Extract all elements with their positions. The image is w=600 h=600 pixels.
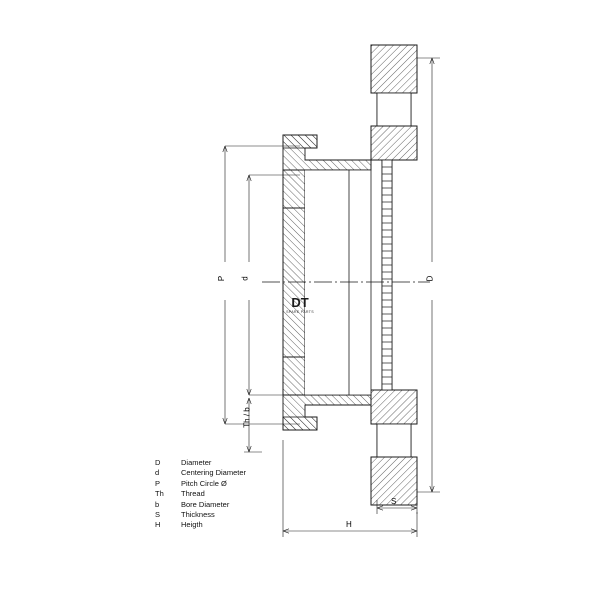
legend-description: Bore Diameter xyxy=(181,499,230,509)
legend-row xyxy=(155,468,246,478)
legend-symbol: P xyxy=(155,478,161,488)
dim-label-P: P xyxy=(217,275,227,282)
legend xyxy=(155,458,246,531)
legend-row xyxy=(155,479,246,489)
legend-row xyxy=(155,500,246,510)
dim-label-d: d xyxy=(240,276,250,281)
legend-symbol: Th xyxy=(155,489,164,499)
dim-label-Th-b: Th / b xyxy=(242,407,252,428)
brand-mark: DT xyxy=(291,295,309,310)
legend-description: Thickness xyxy=(181,510,215,520)
legend-description: Diameter xyxy=(181,458,212,467)
brand-tagline: SPARE PARTS xyxy=(286,310,314,314)
dim-label-H: H xyxy=(346,520,352,529)
legend-description: Heigth xyxy=(181,520,203,530)
legend-description: Centering Diameter xyxy=(181,468,247,478)
legend-symbol: b xyxy=(155,499,160,509)
dim-label-D: D xyxy=(425,275,435,282)
legend-row xyxy=(155,520,246,530)
legend-symbol: H xyxy=(155,520,161,530)
legend-description: Thread xyxy=(181,489,205,499)
brand-logo xyxy=(283,296,317,315)
legend-row xyxy=(155,458,246,468)
dim-label-S: S xyxy=(391,497,397,506)
legend-description: Pitch Circle Ø xyxy=(181,478,227,488)
legend-symbol: D xyxy=(155,458,161,467)
legend-symbol: S xyxy=(155,510,161,520)
legend-row xyxy=(155,489,246,499)
legend-symbol: d xyxy=(155,468,160,478)
legend-row xyxy=(155,510,246,520)
